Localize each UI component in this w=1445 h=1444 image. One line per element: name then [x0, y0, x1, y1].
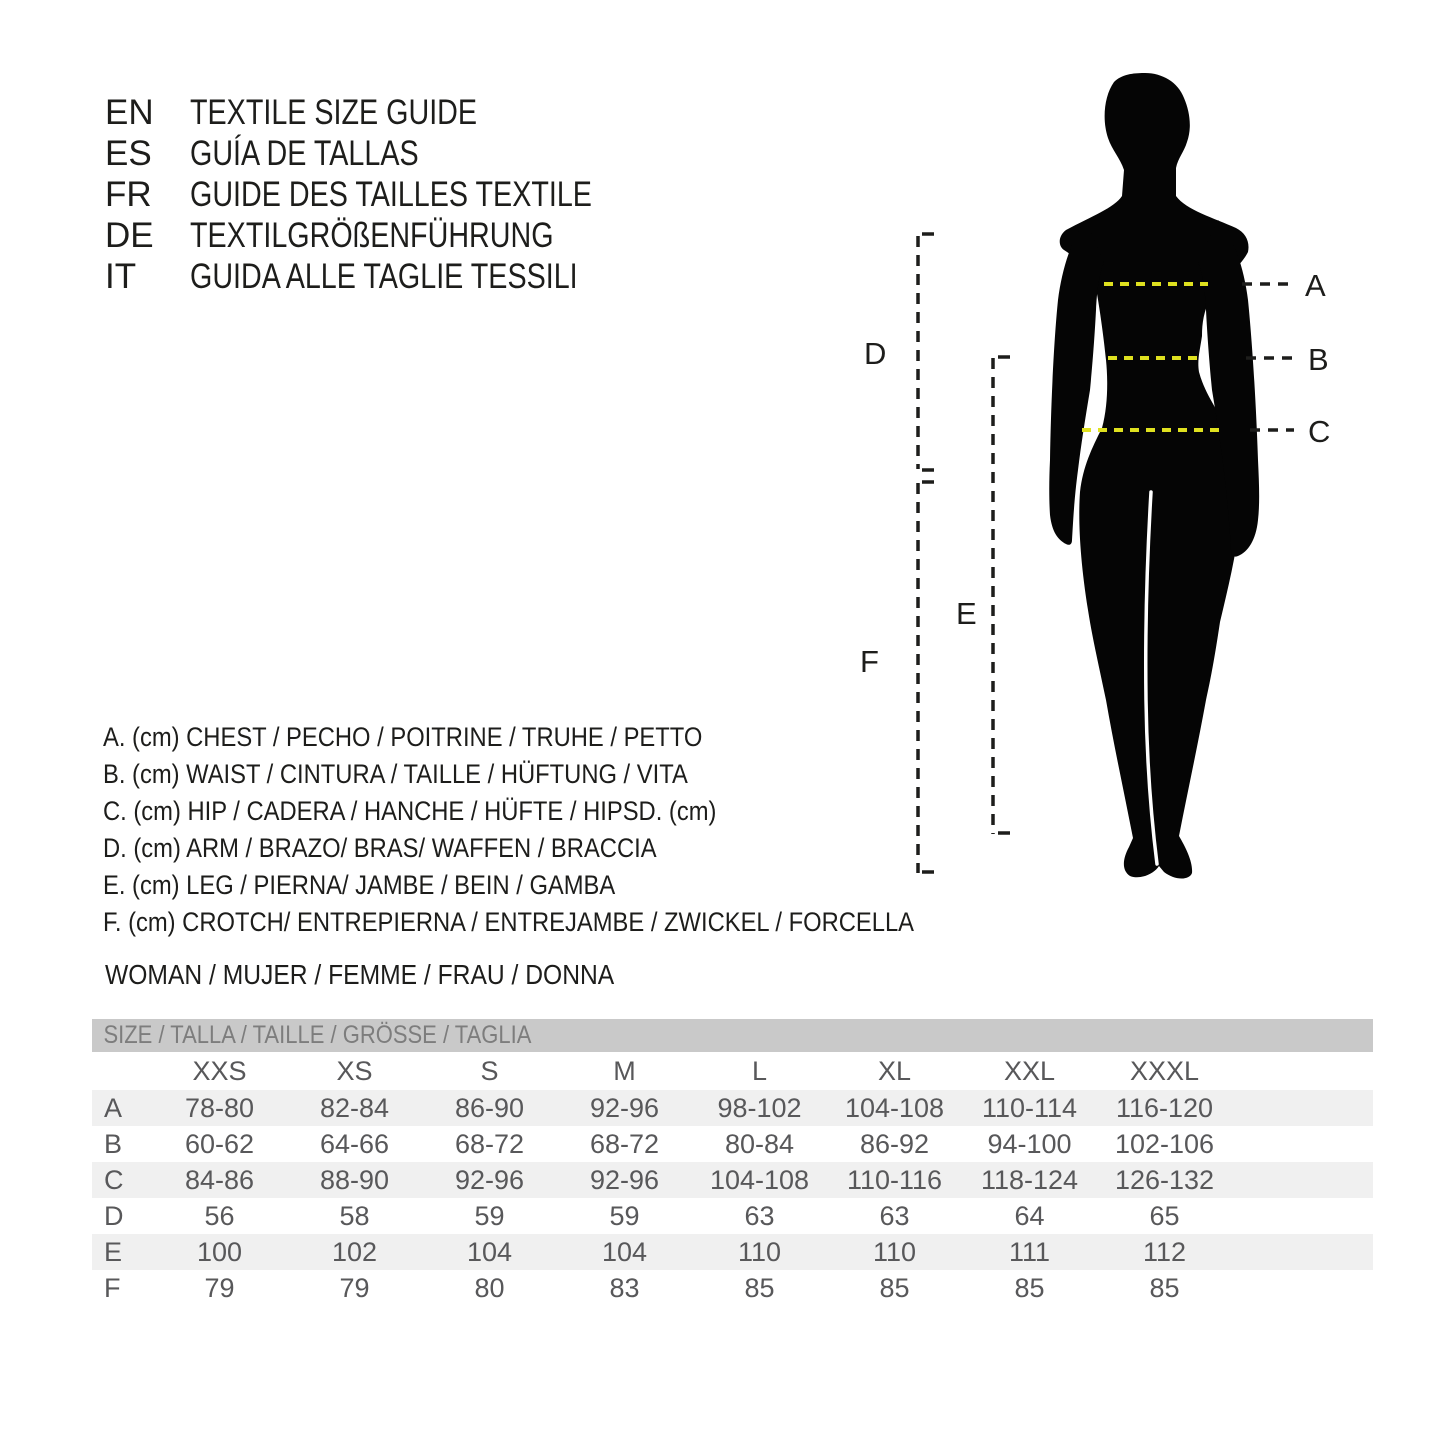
cell-value: 86-92 [859, 1128, 930, 1159]
cell-value: 98-102 [692, 1090, 827, 1126]
filler-cell [1232, 1270, 1373, 1306]
guide-title: GUÍA DE TALLAS [190, 134, 419, 173]
filler-cell [1232, 1052, 1373, 1090]
cell-value: 92-96 [557, 1162, 692, 1198]
cell-value: 92-96 [422, 1162, 557, 1198]
label-B: B [1308, 342, 1329, 377]
size-table [92, 1019, 1373, 1306]
cell-value: 85 [879, 1272, 910, 1303]
cell-value: 59 [609, 1200, 640, 1231]
row-label: E [92, 1234, 152, 1270]
guide-title: TEXTILGRÖßENFÜHRUNG [190, 216, 554, 255]
legend-text: B. (cm) WAIST / CINTURA / TAILLE / HÜFTUNG / VITA [103, 759, 688, 789]
table-row-leg [92, 1234, 1373, 1270]
table-header-text: SIZE / TALLA / TAILLE / GRÖSSE / TAGLIA [103, 1021, 532, 1049]
cell-value: 85 [1149, 1272, 1180, 1303]
cell-value: 104-108 [827, 1090, 962, 1126]
cell-value: 112 [1097, 1234, 1232, 1270]
lang-code: EN [105, 93, 154, 132]
legend-text: D. (cm) ARM / BRAZO/ BRAS/ WAFFEN / BRACCIA [103, 833, 657, 863]
legend-hip [103, 793, 1025, 830]
cell-value: 104-108 [692, 1162, 827, 1198]
cell-value: 68-72 [454, 1128, 525, 1159]
cell-value: 59 [474, 1200, 505, 1231]
cell-value: 83 [609, 1272, 640, 1303]
size-col-header: XXS [192, 1055, 247, 1086]
table-row-arm [92, 1198, 1373, 1234]
legend-text: C. (cm) HIP / CADERA / HANCHE / HÜFTE / HIPSD. (cm) [103, 796, 717, 826]
lang-row-es [105, 133, 680, 174]
row-label: D [104, 1200, 124, 1231]
cell-value: 79 [339, 1272, 370, 1303]
cell-value: 80-84 [724, 1128, 795, 1159]
cell-value: 100 [152, 1234, 287, 1270]
table-row-hip [92, 1162, 1373, 1198]
label-C: C [1308, 414, 1331, 449]
cell-value: 110 [827, 1234, 962, 1270]
woman-silhouette [1049, 73, 1259, 879]
label-D: D [864, 336, 887, 371]
size-col-header: XL [877, 1055, 912, 1086]
guide-title: GUIDE DES TAILLES TEXTILE [190, 175, 592, 214]
cell-value: 102 [287, 1234, 422, 1270]
cell-value: 64 [1014, 1200, 1045, 1231]
measurement-legend [103, 719, 1025, 941]
cell-value: 88-90 [287, 1162, 422, 1198]
cell-value: 102-106 [1114, 1128, 1215, 1159]
row-label: A [92, 1090, 152, 1126]
legend-text: E. (cm) LEG / PIERNA/ JAMBE / BEIN / GAMBA [103, 870, 616, 900]
filler-cell [1232, 1090, 1373, 1126]
label-E: E [956, 596, 977, 631]
label-F: F [860, 644, 879, 679]
legend-waist [103, 756, 1025, 793]
row-label: C [92, 1162, 152, 1198]
filler-cell [1232, 1234, 1373, 1270]
guide-title: GUIDA ALLE TAGLIE TESSILI [190, 257, 578, 296]
table-header-bar [92, 1019, 1373, 1052]
language-title-block [105, 92, 680, 297]
size-col-header: M [613, 1055, 636, 1086]
size-col-header: S [480, 1055, 499, 1086]
table-row-crotch [92, 1270, 1373, 1306]
cell-value: 111 [962, 1234, 1097, 1270]
lang-code: FR [105, 175, 152, 214]
measure-line-arm [864, 234, 934, 470]
size-col-header: XXL [1003, 1055, 1056, 1086]
cell-value: 94-100 [987, 1128, 1072, 1159]
cell-value: 86-90 [422, 1090, 557, 1126]
section-title-text: WOMAN / MUJER / FEMME / FRAU / DONNA [105, 959, 615, 990]
legend-leg [103, 867, 1025, 904]
cell-value: 79 [204, 1272, 235, 1303]
sizes-header-row [92, 1052, 1373, 1090]
cell-value: 110-114 [962, 1090, 1097, 1126]
legend-text: A. (cm) CHEST / PECHO / POITRINE / TRUHE / PETTO [103, 722, 703, 752]
table-row-chest [92, 1090, 1373, 1126]
label-A: A [1305, 268, 1326, 303]
cell-value: 104 [422, 1234, 557, 1270]
cell-value: 84-86 [152, 1162, 287, 1198]
lang-code: ES [105, 134, 152, 173]
cell-value: 78-80 [152, 1090, 287, 1126]
cell-value: 126-132 [1097, 1162, 1232, 1198]
cell-value: 65 [1149, 1200, 1180, 1231]
table-row-waist [92, 1126, 1373, 1162]
filler-cell [1232, 1162, 1373, 1198]
cell-value: 118-124 [962, 1162, 1097, 1198]
cell-value: 92-96 [557, 1090, 692, 1126]
cell-value: 56 [204, 1200, 235, 1231]
cell-value: 85 [1014, 1272, 1045, 1303]
filler-cell [1232, 1198, 1373, 1234]
lang-code: IT [105, 257, 137, 296]
cell-value: 110-116 [827, 1162, 962, 1198]
cell-value: 110 [692, 1234, 827, 1270]
legend-text: F. (cm) CROTCH/ ENTREPIERNA / ENTREJAMBE / ZWICKEL / FORCELLA [103, 907, 915, 937]
row-label: F [104, 1272, 121, 1303]
cell-value: 64-66 [319, 1128, 390, 1159]
lang-row-en [105, 92, 680, 133]
legend-chest [103, 719, 1025, 756]
cell-value: 116-120 [1097, 1090, 1232, 1126]
row-label: B [104, 1128, 123, 1159]
legend-crotch [103, 904, 1025, 941]
lang-row-it [105, 256, 680, 297]
cell-value: 68-72 [589, 1128, 660, 1159]
cell-value: 63 [879, 1200, 910, 1231]
cell-value: 104 [557, 1234, 692, 1270]
corner-cell [92, 1052, 152, 1090]
cell-value: 58 [339, 1200, 370, 1231]
cell-value: 60-62 [184, 1128, 255, 1159]
cell-value: 63 [744, 1200, 775, 1231]
size-col-header: XXXL [1129, 1055, 1200, 1086]
cell-value: 82-84 [287, 1090, 422, 1126]
cell-value: 80 [474, 1272, 505, 1303]
size-col-header: XS [336, 1055, 373, 1086]
size-col-header: L [751, 1055, 768, 1086]
cell-value: 85 [744, 1272, 775, 1303]
legend-arm [103, 830, 1025, 867]
lang-code: DE [105, 216, 154, 255]
filler-cell [1232, 1126, 1373, 1162]
lang-row-fr [105, 174, 680, 215]
lang-row-de [105, 215, 680, 256]
section-title-woman [105, 961, 684, 989]
guide-title: TEXTILE SIZE GUIDE [190, 93, 478, 132]
